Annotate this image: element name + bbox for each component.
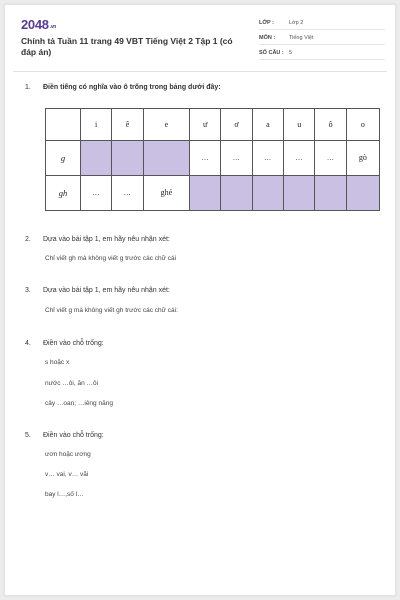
logo-suffix: .vn <box>49 24 57 30</box>
question-number: 1. <box>25 84 31 91</box>
shaded-cell <box>252 175 283 210</box>
answer-line: Chỉ viết gh mà không viết g trước các chữ cái <box>45 255 177 262</box>
table-header-cell: ơ <box>221 109 252 141</box>
table-header-cell: e <box>143 109 189 141</box>
question-text: Dựa vào bài tập 1, em hãy nêu nhận xét: <box>43 236 170 243</box>
question-number: 3. <box>25 287 31 294</box>
answer-cell[interactable]: … <box>252 140 283 175</box>
answer-cell[interactable]: … <box>112 175 143 210</box>
answer-line: ươn hoặc ương <box>45 451 91 458</box>
meta-row-class <box>259 17 385 30</box>
table-cell <box>46 109 81 141</box>
table-header-cell: o <box>346 109 379 141</box>
question-1 <box>25 84 379 94</box>
answer-cell[interactable]: … <box>221 140 252 175</box>
table-header-cell: i <box>81 109 112 141</box>
table-header-cell: u <box>284 109 315 141</box>
meta-key: LỚP : <box>259 20 274 26</box>
shaded-cell <box>346 175 379 210</box>
logo-main: 2048 <box>21 17 49 32</box>
question-3 <box>25 287 379 297</box>
table-header-row <box>46 109 380 141</box>
shaded-cell <box>112 140 143 175</box>
answer-cell[interactable]: ghé <box>143 175 189 210</box>
shaded-cell <box>284 175 315 210</box>
question-text: Dựa vào bài tập 1, em hãy nêu nhận xét: <box>43 287 170 294</box>
site-logo[interactable] <box>21 17 56 32</box>
question-4 <box>25 340 379 350</box>
answer-cell[interactable]: … <box>284 140 315 175</box>
table-row-gh <box>46 175 380 210</box>
meta-key: SỐ CÂU : <box>259 50 284 56</box>
answer-line: nước …ôi, ăn …ôi <box>45 380 99 387</box>
table-header-cell: ê <box>112 109 143 141</box>
meta-info <box>259 17 385 62</box>
answer-line: bay l…,số l… <box>45 491 84 498</box>
answer-line: cây …oan; …iêng năng <box>45 400 113 407</box>
question-2 <box>25 236 379 246</box>
question-number: 4. <box>25 340 31 347</box>
question-text: Điền vào chỗ trống: <box>43 432 104 439</box>
table-row-g <box>46 140 380 175</box>
answer-cell[interactable]: … <box>190 140 221 175</box>
question-text: Điền tiếng có nghĩa vào ô trống trong bảng dưới đây: <box>43 84 221 91</box>
meta-value: Lớp 2 <box>289 20 304 26</box>
question-number: 2. <box>25 236 31 243</box>
answer-cell[interactable]: … <box>315 140 346 175</box>
question-number: 5. <box>25 432 31 439</box>
answer-line: v… vai, v… vãi <box>45 471 89 478</box>
shaded-cell <box>143 140 189 175</box>
answer-cell[interactable]: gò <box>346 140 379 175</box>
shaded-cell <box>190 175 221 210</box>
answer-line: s hoặc x <box>45 359 70 366</box>
shaded-cell <box>81 140 112 175</box>
header-divider <box>13 71 387 72</box>
table-header-cell: ô <box>315 109 346 141</box>
meta-value: 5 <box>289 50 293 56</box>
meta-row-count <box>259 47 385 60</box>
shaded-cell <box>315 175 346 210</box>
answer-cell[interactable]: … <box>81 175 112 210</box>
question-5 <box>25 432 379 442</box>
row-label-cell: gh <box>46 175 81 210</box>
meta-row-subject <box>259 32 385 45</box>
answer-line: Chỉ viết g mà không viết gh trước các chữ cái: <box>45 307 178 314</box>
shaded-cell <box>221 175 252 210</box>
meta-value: Tiếng Việt <box>289 35 314 41</box>
question-text: Điền vào chỗ trống: <box>43 340 104 347</box>
meta-key: MÔN : <box>259 35 276 41</box>
page-title: Chính tả Tuần 11 trang 49 VBT Tiếng Việt 2 Tập 1 (có đáp án) <box>21 36 233 57</box>
rhyme-table <box>45 108 380 211</box>
worksheet-page <box>4 4 396 596</box>
row-label-cell: g <box>46 140 81 175</box>
table-header-cell: ư <box>190 109 221 141</box>
table-header-cell: a <box>252 109 283 141</box>
